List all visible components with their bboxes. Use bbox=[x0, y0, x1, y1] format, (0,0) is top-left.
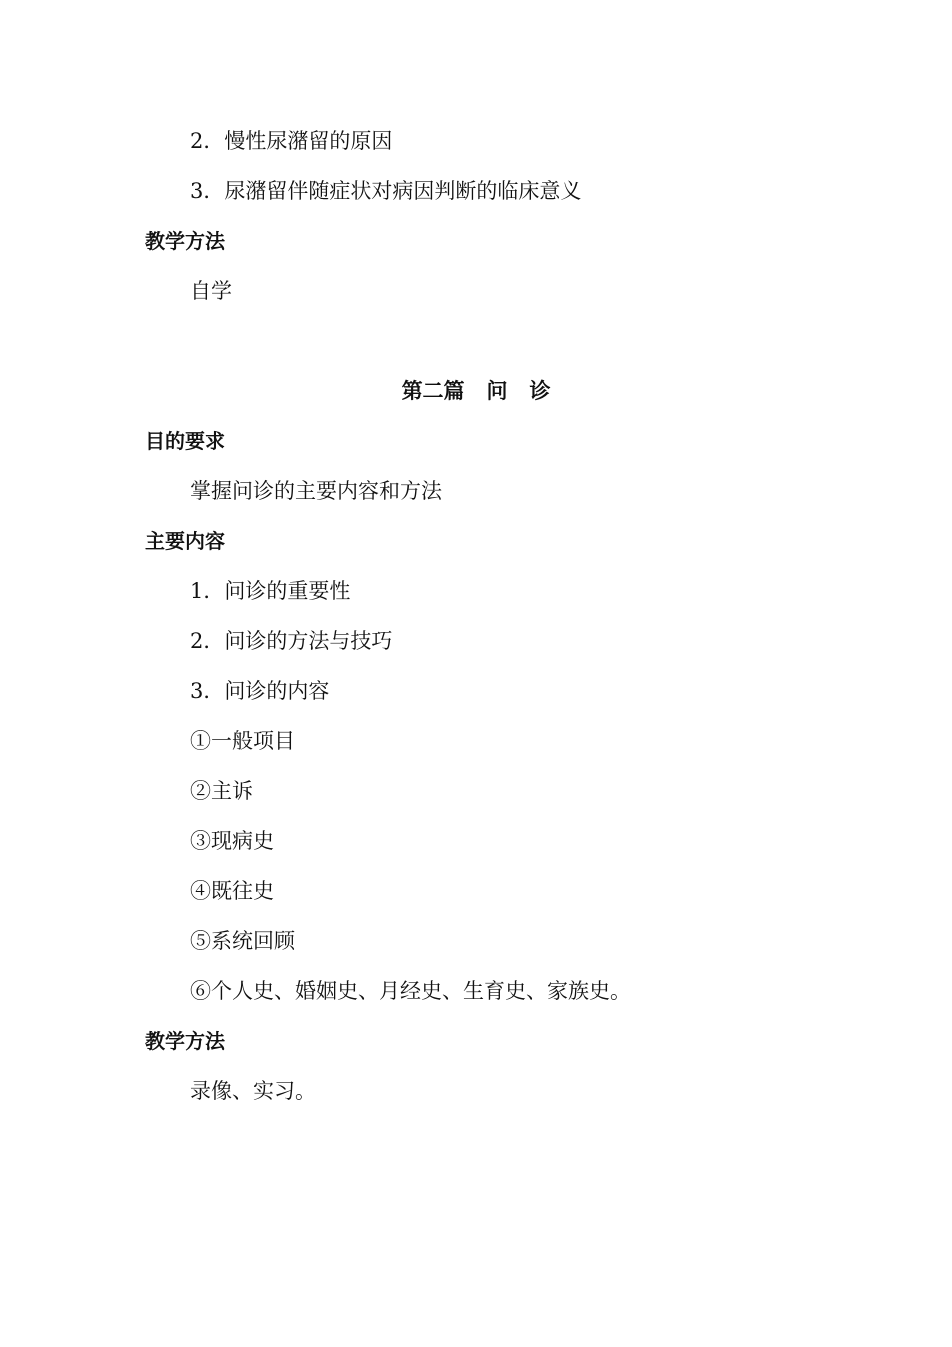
section-heading-objectives: 目的要求 bbox=[145, 429, 225, 453]
objectives-text: 掌握问诊的主要内容和方法 bbox=[190, 479, 442, 503]
chapter-title-part: 第二篇 bbox=[401, 379, 465, 403]
sub-list-item: ⑥个人史、婚姻史、月经史、生育史、家族史。 bbox=[190, 979, 631, 1003]
list-item: 1．问诊的重要性 bbox=[190, 579, 351, 603]
list-item: 2．问诊的方法与技巧 bbox=[190, 629, 393, 653]
section-heading-main-content: 主要内容 bbox=[145, 529, 225, 553]
chapter-title-char: 问 bbox=[486, 379, 508, 403]
chapter-title-char: 诊 bbox=[529, 379, 551, 403]
chapter-title bbox=[0, 377, 952, 405]
teaching-method-text: 录像、实习。 bbox=[190, 1079, 316, 1103]
sub-list-item: ①一般项目 bbox=[190, 729, 295, 753]
list-item: 2．慢性尿潴留的原因 bbox=[190, 129, 393, 153]
sub-list-item: ③现病史 bbox=[190, 829, 274, 853]
sub-list-item: ②主诉 bbox=[190, 779, 253, 803]
sub-list-item: ⑤系统回顾 bbox=[190, 929, 295, 953]
teaching-method-text: 自学 bbox=[190, 279, 232, 303]
section-heading-teaching-method: 教学方法 bbox=[145, 1029, 225, 1053]
list-item: 3．尿潴留伴随症状对病因判断的临床意义 bbox=[190, 179, 582, 203]
section-heading-teaching-method: 教学方法 bbox=[145, 229, 225, 253]
list-item: 3．问诊的内容 bbox=[190, 679, 330, 703]
sub-list-item: ④既往史 bbox=[190, 879, 274, 903]
